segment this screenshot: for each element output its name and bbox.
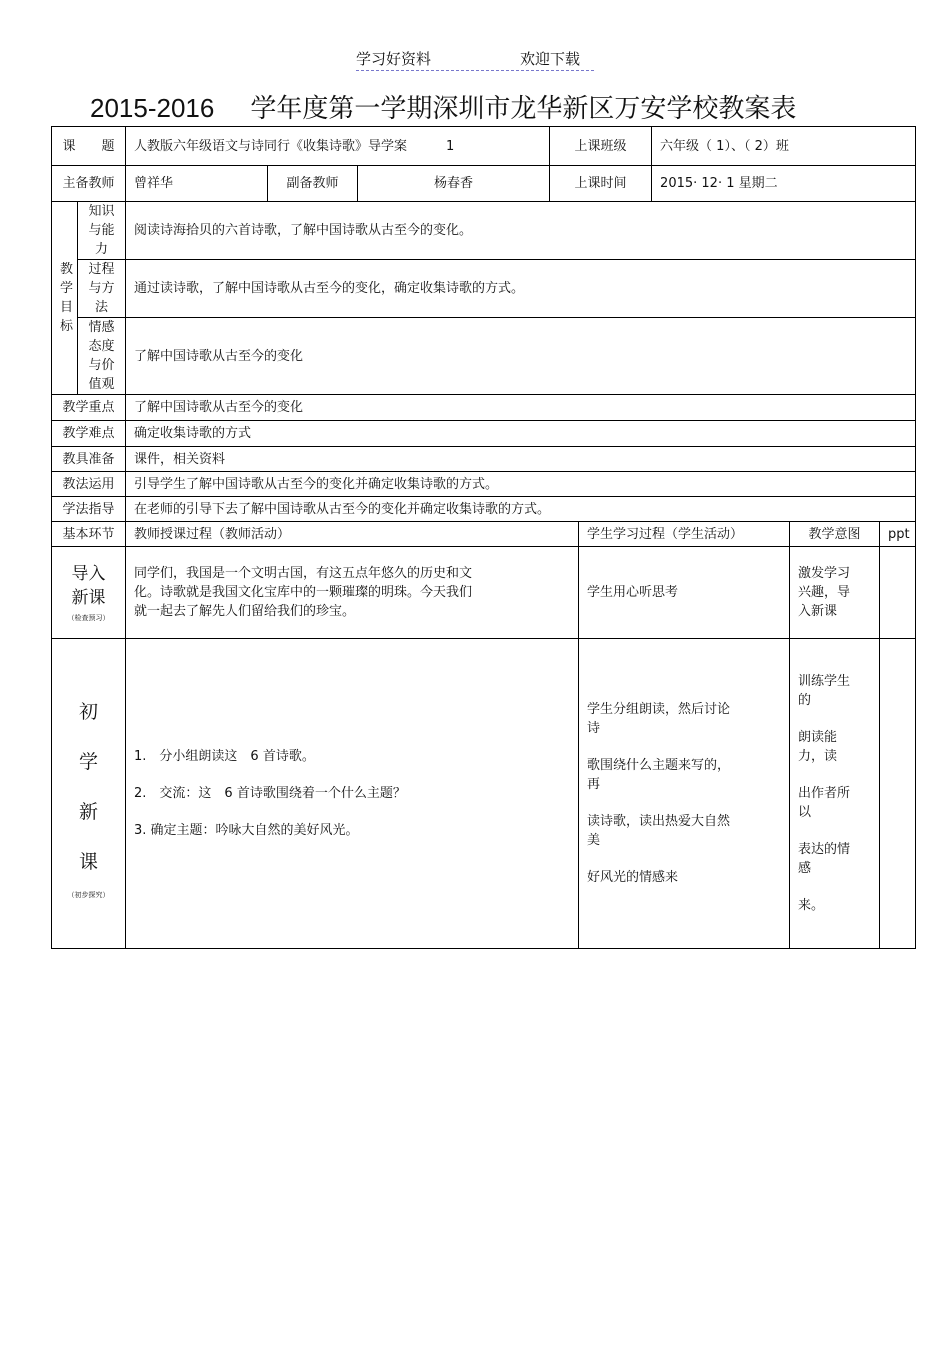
process-student-header: 学生学习过程（学生活动） — [579, 522, 790, 547]
key-point-label: 教学重点 — [52, 395, 126, 421]
objective-text-knowledge: 阅读诗海拾贝的六首诗歌，了解中国诗歌从古至今的变化。 — [126, 202, 916, 260]
topic-label: 课 题 — [52, 127, 126, 166]
stage-learn-note: （初步探究） — [67, 890, 110, 899]
process-ppt-header: ppt — [880, 522, 916, 547]
objective-text-process: 通过读诗歌，了解中国诗歌从古至今的变化，确定收集诗歌的方式。 — [126, 260, 916, 318]
stage-intro-intent: 激发学习 兴趣，导 入新课 — [790, 547, 880, 639]
objective-row-emotion — [52, 318, 916, 395]
stage-learn-ppt — [880, 639, 916, 949]
process-intent-header: 教学意图 — [790, 522, 880, 547]
teacher-value: 曾祥华 — [126, 166, 268, 202]
process-stage-header: 基本环节 — [52, 522, 126, 547]
time-value: 2015· 12· 1 星期二 — [652, 166, 916, 202]
stage-intro-note: （检查预习） — [67, 613, 110, 622]
stage-intro-teacher: 同学们，我国是一个文明古国，有这五点年悠久的历史和文 化。诗歌就是我国文化宝库中的一颗璀璨的明珠。今天我们 就一起去了解先人们留给我们的珍宝。 — [126, 547, 579, 639]
difficulty-text: 确定收集诗歌的方式 — [126, 421, 916, 447]
objective-row-process — [52, 260, 916, 318]
row-learning-guide — [52, 497, 916, 522]
process-teacher-header: 教师授课过程（教师活动） — [126, 522, 579, 547]
row-topic — [52, 127, 916, 166]
row-materials — [52, 447, 916, 472]
teacher-label: 主备教师 — [52, 166, 126, 202]
key-point-text: 了解中国诗歌从古至今的变化 — [126, 395, 916, 421]
objectives-side-label: 教 学 目 标 — [52, 202, 78, 395]
topic-value: 人教版六年级语文与诗同行《收集诗歌》导学案 1 — [126, 127, 550, 166]
class-value: 六年级（ 1）、（ 2）班 — [652, 127, 916, 166]
title-year: 2015-2016 — [90, 93, 215, 123]
header-right-text: 欢迎下载 — [520, 50, 581, 68]
stage-intro-student: 学生用心听思考 — [579, 547, 790, 639]
method-label: 教法运用 — [52, 472, 126, 497]
page-header — [0, 48, 950, 74]
stage-learn-row — [52, 639, 916, 949]
lesson-plan-table — [51, 126, 916, 949]
stage-learn-teacher: 1. 分小组朗读这 6 首诗歌。 2. 交流：这 6 首诗歌围绕着一个什么主题？ 3. 确定主题：吟咏大自然的美好风光。 — [126, 639, 579, 949]
row-teachers — [52, 166, 916, 202]
learning-guide-label: 学法指导 — [52, 497, 126, 522]
co-teacher-value: 杨春香 — [358, 166, 550, 202]
header-left-text: 学习好资料 — [356, 50, 432, 68]
materials-text: 课件，相关资料 — [126, 447, 916, 472]
row-difficulty — [52, 421, 916, 447]
class-label: 上课班级 — [550, 127, 652, 166]
process-header-row — [52, 522, 916, 547]
objective-text-emotion: 了解中国诗歌从古至今的变化 — [126, 318, 916, 395]
objective-label-emotion: 情感 态度 与价 值观 — [78, 318, 126, 395]
objective-label-process: 过程 与方 法 — [78, 260, 126, 318]
stage-learn-label: 初 学 新 课 （初步探究） — [52, 639, 126, 949]
row-key-point — [52, 395, 916, 421]
stage-learn-student: 学生分组朗读，然后讨论 诗 歌围绕什么主题来写的， 再 读诗歌，读出热爱大自然 美 好风光的情感来 — [579, 639, 790, 949]
objective-label-knowledge: 知识 与能 力 — [78, 202, 126, 260]
stage-intro-label: 导入 新课 （检查预习） — [52, 547, 126, 639]
co-teacher-label: 副备教师 — [268, 166, 358, 202]
stage-intro-ppt — [880, 547, 916, 639]
title-text: 学年度第一学期深圳市龙华新区万安学校教案表 — [250, 94, 797, 124]
row-method — [52, 472, 916, 497]
stage-learn-intent: 训练学生 的 朗读能 力，读 出作者所 以 表达的情 感 来。 — [790, 639, 880, 949]
page-title — [90, 88, 796, 125]
objective-row-knowledge — [52, 202, 916, 260]
method-text: 引导学生了解中国诗歌从古至今的变化并确定收集诗歌的方式。 — [126, 472, 916, 497]
time-label: 上课时间 — [550, 166, 652, 202]
difficulty-label: 教学难点 — [52, 421, 126, 447]
stage-intro-row — [52, 547, 916, 639]
materials-label: 教具准备 — [52, 447, 126, 472]
learning-guide-text: 在老师的引导下去了解中国诗歌从古至今的变化并确定收集诗歌的方式。 — [126, 497, 916, 522]
header-dashed-rule — [356, 70, 594, 71]
